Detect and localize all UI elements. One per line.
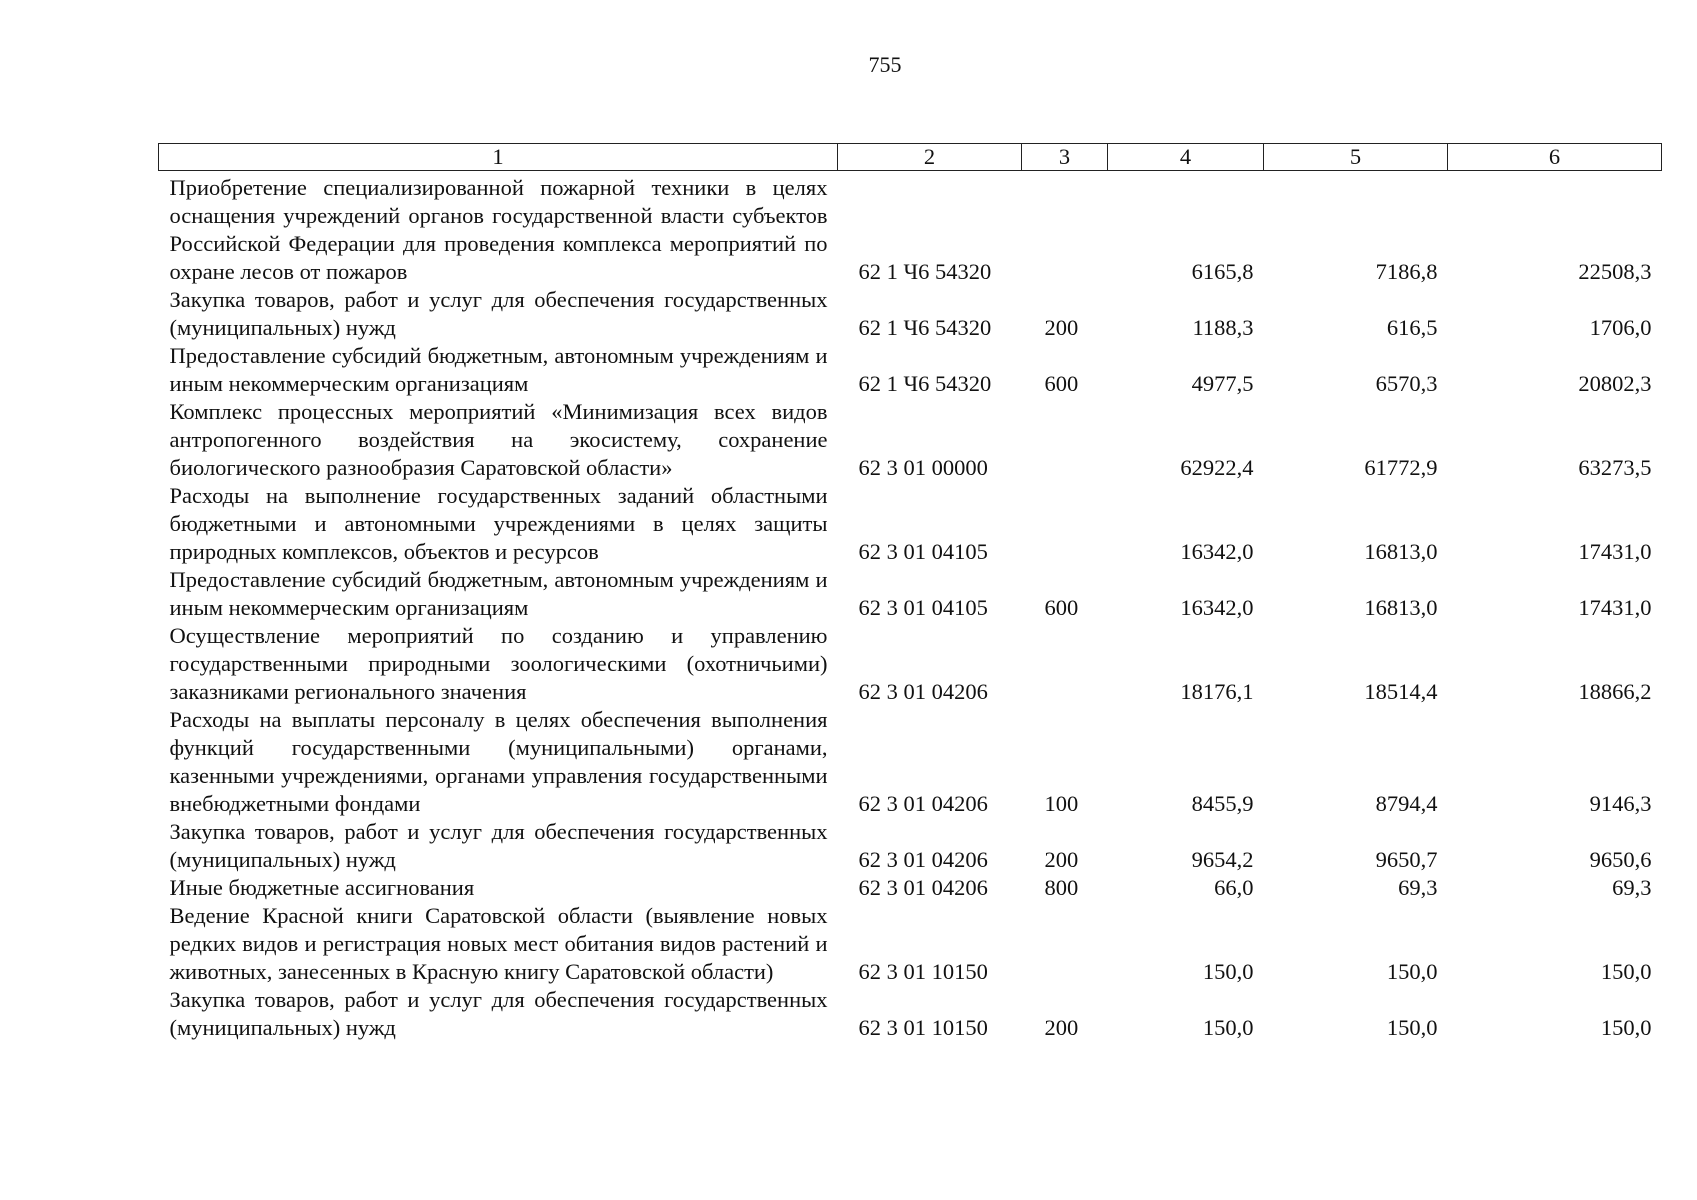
row-expense-type xyxy=(1022,171,1108,287)
row-expense-type: 200 xyxy=(1044,847,1079,872)
row-value-col5: 616,5 xyxy=(1386,315,1438,340)
row-name: Расходы на выплаты персоналу в целях обеспечения выполнения функций государственными (муниципальными) органами, казенными учреждениями, органами управления государственными внебюджетными фондами xyxy=(169,707,828,816)
row-target-code: 62 1 Ч6 54320 xyxy=(858,371,992,396)
row-value-col6: 20802,3 xyxy=(1578,371,1652,396)
row-value-col6: 69,3 xyxy=(1612,875,1652,900)
row-value-col6: 22508,3 xyxy=(1578,259,1652,284)
row-name: Закупка товаров, работ и услуг для обеспечения государственных (муниципальных) нужд xyxy=(169,819,828,872)
header-col-1: 1 xyxy=(159,144,838,171)
table-row xyxy=(159,286,1662,342)
row-name: Закупка товаров, работ и услуг для обеспечения государственных (муниципальных) нужд xyxy=(169,287,828,340)
row-value-col5: 69,3 xyxy=(1398,875,1438,900)
row-target-code: 62 3 01 04206 xyxy=(858,679,988,704)
row-expense-type xyxy=(1022,482,1108,566)
row-expense-type: 100 xyxy=(1044,791,1079,816)
row-target-code: 62 3 01 10150 xyxy=(858,1015,988,1040)
row-value-col5: 150,0 xyxy=(1386,959,1438,984)
row-target-code: 62 1 Ч6 54320 xyxy=(858,259,992,284)
table-row xyxy=(159,622,1662,706)
row-value-col5: 16813,0 xyxy=(1364,595,1438,620)
row-value-col4: 4977,5 xyxy=(1191,371,1254,396)
row-expense-type: 200 xyxy=(1044,315,1079,340)
row-name: Ведение Красной книги Саратовской области (выявление новых редких видов и регистрация новых мест обитания видов растений и животных, занесенных в Красную книгу Саратовской области) xyxy=(169,903,828,984)
row-value-col4: 6165,8 xyxy=(1191,259,1254,284)
row-value-col5: 7186,8 xyxy=(1375,259,1438,284)
header-col-3: 3 xyxy=(1022,144,1108,171)
row-name: Предоставление субсидий бюджетным, автономным учреждениям и иным некоммерческим организациям xyxy=(169,567,828,620)
row-target-code: 62 3 01 04206 xyxy=(858,847,988,872)
row-value-col6: 9146,3 xyxy=(1589,791,1652,816)
row-value-col4: 9654,2 xyxy=(1191,847,1254,872)
row-name: Комплекс процессных мероприятий «Минимизация всех видов антропогенного воздействия на экосистему, сохранение биологического разнообразия Саратовской области» xyxy=(169,399,828,480)
table-header-row xyxy=(159,144,1662,171)
row-value-col6: 150,0 xyxy=(1600,1015,1652,1040)
row-target-code: 62 3 01 10150 xyxy=(858,959,988,984)
row-value-col4: 62922,4 xyxy=(1180,455,1254,480)
row-value-col5: 6570,3 xyxy=(1375,371,1438,396)
row-value-col5: 16813,0 xyxy=(1364,539,1438,564)
table-row xyxy=(159,902,1662,986)
row-expense-type xyxy=(1022,398,1108,482)
header-col-2: 2 xyxy=(838,144,1022,171)
row-value-col4: 66,0 xyxy=(1214,875,1254,900)
table-row xyxy=(159,706,1662,818)
row-value-col5: 18514,4 xyxy=(1364,679,1438,704)
row-value-col6: 17431,0 xyxy=(1578,595,1652,620)
row-target-code: 62 3 01 04206 xyxy=(858,875,988,900)
row-value-col4: 18176,1 xyxy=(1180,679,1254,704)
row-expense-type: 600 xyxy=(1044,595,1079,620)
budget-table xyxy=(158,143,1662,1042)
row-name: Осуществление мероприятий по созданию и управлению государственными природными зоологическими (охотничьими) заказниками регионального значения xyxy=(169,623,828,704)
row-value-col4: 16342,0 xyxy=(1180,539,1254,564)
row-name: Закупка товаров, работ и услуг для обеспечения государственных (муниципальных) нужд xyxy=(169,987,828,1040)
row-value-col6: 63273,5 xyxy=(1578,455,1652,480)
row-target-code: 62 3 01 04105 xyxy=(858,595,988,620)
row-target-code: 62 1 Ч6 54320 xyxy=(858,315,992,340)
page-number: 755 xyxy=(868,52,902,77)
row-value-col5: 61772,9 xyxy=(1364,455,1438,480)
row-expense-type xyxy=(1022,622,1108,706)
header-col-5: 5 xyxy=(1264,144,1448,171)
row-target-code: 62 3 01 04105 xyxy=(858,539,988,564)
row-value-col4: 8455,9 xyxy=(1191,791,1254,816)
row-value-col6: 17431,0 xyxy=(1578,539,1652,564)
row-value-col4: 1188,3 xyxy=(1192,315,1254,340)
table-row xyxy=(159,986,1662,1042)
row-expense-type xyxy=(1022,902,1108,986)
row-value-col6: 9650,6 xyxy=(1589,847,1652,872)
row-value-col6: 18866,2 xyxy=(1578,679,1652,704)
row-value-col4: 16342,0 xyxy=(1180,595,1254,620)
row-expense-type: 200 xyxy=(1044,1015,1079,1040)
row-name: Расходы на выполнение государственных заданий областными бюджетными и автономными учреждениями в целях защиты природных комплексов, объектов и ресурсов xyxy=(169,483,828,564)
table-row xyxy=(159,342,1662,398)
row-expense-type: 600 xyxy=(1044,371,1079,396)
row-name: Приобретение специализированной пожарной техники в целях оснащения учреждений органов государственной власти субъектов Российской Федерации для проведения комплекса мероприятий по охране лесов от пожаров xyxy=(169,175,828,284)
table-row xyxy=(159,874,1662,902)
table-row xyxy=(159,398,1662,482)
row-target-code: 62 3 01 00000 xyxy=(858,455,988,480)
header-col-4: 4 xyxy=(1108,144,1264,171)
table-row xyxy=(159,818,1662,874)
row-value-col5: 9650,7 xyxy=(1375,847,1438,872)
row-expense-type: 800 xyxy=(1044,875,1079,900)
row-value-col4: 150,0 xyxy=(1202,959,1254,984)
table-row xyxy=(159,566,1662,622)
row-value-col4: 150,0 xyxy=(1202,1015,1254,1040)
row-name: Предоставление субсидий бюджетным, автономным учреждениям и иным некоммерческим организациям xyxy=(169,343,828,396)
row-value-col5: 150,0 xyxy=(1386,1015,1438,1040)
table-row xyxy=(159,482,1662,566)
row-value-col5: 8794,4 xyxy=(1375,791,1438,816)
row-value-col6: 1706,0 xyxy=(1589,315,1652,340)
table-row xyxy=(159,171,1662,287)
row-value-col6: 150,0 xyxy=(1600,959,1652,984)
header-col-6: 6 xyxy=(1448,144,1662,171)
row-target-code: 62 3 01 04206 xyxy=(858,791,988,816)
row-name: Иные бюджетные ассигнования xyxy=(169,875,475,900)
